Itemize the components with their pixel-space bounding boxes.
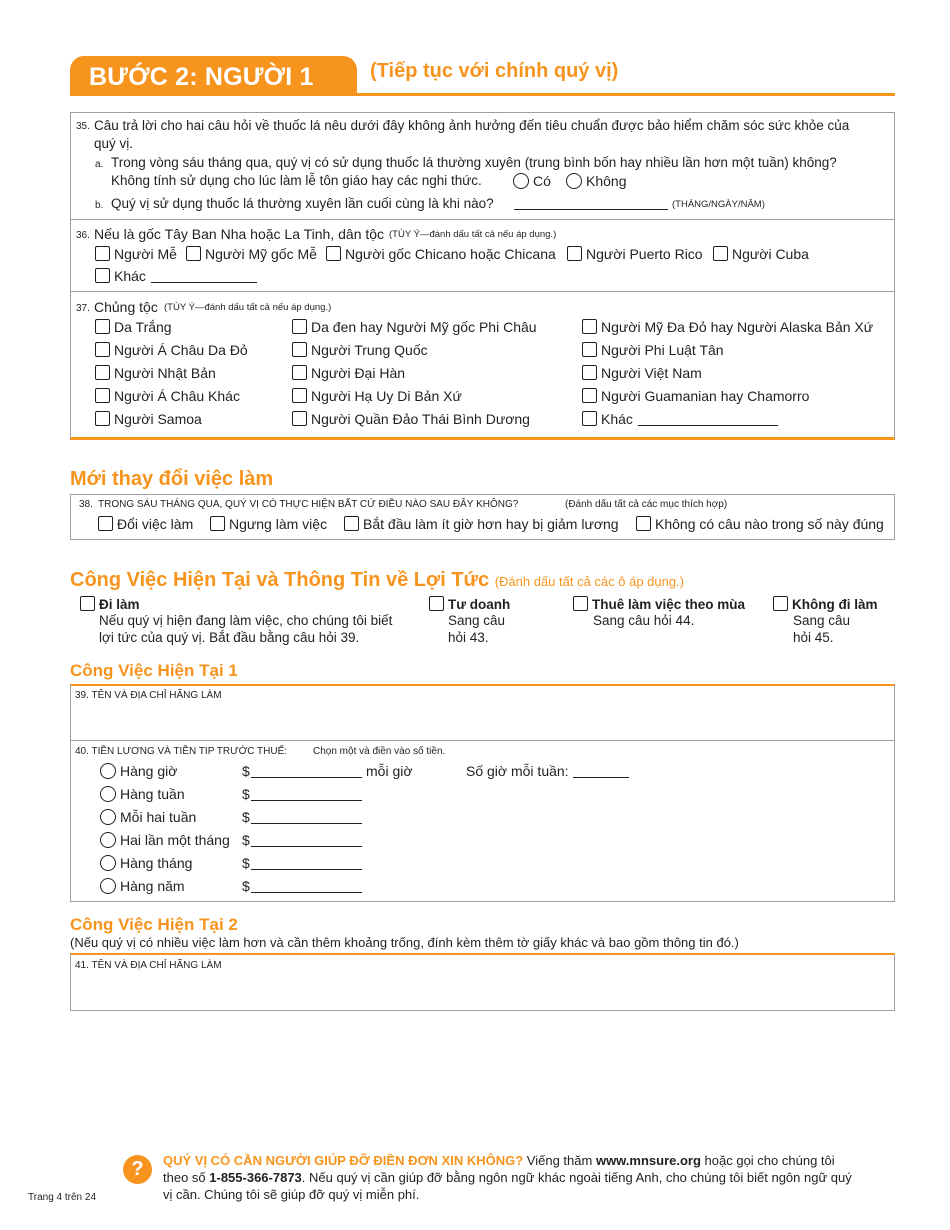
radio[interactable]	[100, 855, 116, 871]
q40-hint: Chọn một và điền vào số tiền.	[313, 746, 446, 757]
job2-title: Công Việc Hiện Tại 2	[70, 915, 238, 934]
checkbox[interactable]	[292, 319, 307, 334]
checkbox[interactable]	[773, 596, 788, 611]
q35b-text: Quý vị sử dụng thuốc lá thường xuyên lần cuối cùng là khi nào?	[111, 196, 494, 211]
checkbox[interactable]	[95, 319, 110, 334]
step-subtitle: (Tiếp tục với chính quý vị)	[370, 60, 619, 82]
radio[interactable]	[100, 786, 116, 802]
q35a-text-line2: Không tính sử dụng cho lúc làm lễ tôn giáo hay các nghi thức.	[111, 173, 482, 188]
checkbox[interactable]	[95, 365, 110, 380]
q36-text: Nếu là gốc Tây Ban Nha hoặc La Tinh, dân tộc	[94, 226, 385, 242]
q36-option-1[interactable]: Người Mỹ gốc Mễ	[186, 246, 317, 262]
q37-other-field[interactable]	[638, 412, 778, 426]
q37-col1-option-2[interactable]: Người Nhật Bản	[95, 365, 216, 381]
amount-field-3[interactable]	[251, 833, 362, 847]
income-hint: (Đánh dấu tất cả các ô áp dụng.)	[494, 574, 685, 589]
q35-text-line1: Câu trả lời cho hai câu hỏi về thuốc lá nêu dưới đây không ảnh hưởng đến tiêu chuẩn được bảo hiểm chăm sóc sức khỏe của	[94, 118, 850, 133]
q37-col3-option-1[interactable]: Người Phi Luật Tân	[582, 342, 724, 358]
employed-desc-line2: lợi tức của quý vị. Bắt đầu bằng câu hỏi 39.	[99, 630, 360, 645]
q38-number: 38.	[79, 499, 93, 510]
dollar-sign: $	[242, 809, 250, 825]
q38-option-0[interactable]: Đổi việc làm	[98, 516, 193, 532]
employed-option[interactable]: Đi làm	[80, 596, 140, 612]
dollar-sign: $	[242, 855, 250, 871]
job1-title: Công Việc Hiện Tại 1	[70, 661, 238, 680]
step-title: BƯỚC 2: NGƯỜI 1	[70, 56, 357, 96]
amount-field-2[interactable]	[251, 810, 362, 824]
freq-option-3[interactable]: Hai lần một tháng	[100, 832, 230, 848]
checkbox[interactable]	[292, 365, 307, 380]
checkbox[interactable]	[567, 246, 582, 261]
q36-option-0[interactable]: Người Mễ	[95, 246, 177, 262]
q35a-text-line1: Trong vòng sáu tháng qua, quý vị có sử dụng thuốc lá thường xuyên (trung bình bốn hay nhiều lần hơn một tuần) không?	[111, 155, 837, 170]
q37-text: Chủng tộc	[94, 299, 158, 315]
freq-option-5[interactable]: Hàng năm	[100, 878, 185, 894]
q37-col3-option-3[interactable]: Người Guamanian hay Chamorro	[582, 388, 809, 404]
dollar-sign: $	[242, 832, 250, 848]
q37-number: 37.	[76, 303, 90, 314]
q35a-option-yes[interactable]: Có	[513, 173, 551, 189]
dollar-sign: $	[242, 878, 250, 894]
phone-number: 1-855-366-7873	[209, 1170, 302, 1185]
q36-option-3[interactable]: Người Puerto Rico	[567, 246, 703, 262]
q41-label: 41. TÊN VÀ ĐỊA CHỈ HÃNG LÀM	[75, 960, 222, 971]
q38-option-1[interactable]: Ngưng làm việc	[210, 516, 327, 532]
q38-text: TRONG SÁU THÁNG QUA, QUÝ VỊ CÓ THỰC HIỆN BẤT CỨ ĐIỀU NÀO SAU ĐÂY KHÔNG?	[98, 499, 519, 510]
checkbox[interactable]	[292, 388, 307, 403]
q37-col1-option-3[interactable]: Người Á Châu Khác	[95, 388, 240, 404]
q35b-date-hint: (THÁNG/NGÀY/NĂM)	[672, 199, 765, 210]
checkbox[interactable]	[80, 596, 95, 611]
q36-option-2[interactable]: Người gốc Chicano hoặc Chicana	[326, 246, 556, 262]
website-link[interactable]: www.mnsure.org	[595, 1153, 701, 1168]
amount-field-1[interactable]	[251, 787, 362, 801]
checkbox[interactable]	[582, 388, 597, 403]
checkbox[interactable]	[326, 246, 341, 261]
q37-col1-option-1[interactable]: Người Á Châu Da Đỏ	[95, 342, 248, 358]
checkbox[interactable]	[636, 516, 651, 531]
per-hour-label: mỗi giờ	[366, 763, 413, 779]
checkbox[interactable]	[95, 246, 110, 261]
checkbox[interactable]	[95, 411, 110, 426]
freq-option-1[interactable]: Hàng tuần	[100, 786, 185, 802]
radio-yes[interactable]	[513, 173, 529, 189]
checkbox[interactable]	[573, 596, 588, 611]
checkbox[interactable]	[95, 268, 110, 283]
checkbox[interactable]	[95, 388, 110, 403]
divider	[71, 291, 894, 292]
q39-label: 39. TÊN VÀ ĐỊA CHỈ HÃNG LÀM	[75, 690, 222, 701]
hours-per-week-label: Số giờ mỗi tuần:	[466, 763, 569, 779]
q36-hint: (TÙY Ý—đánh dấu tất cả nếu áp dụng.)	[389, 229, 557, 240]
q37-col3-option-2[interactable]: Người Việt Nam	[582, 365, 702, 381]
checkbox[interactable]	[582, 365, 597, 380]
radio[interactable]	[100, 763, 116, 779]
q40-label: 40. TIỀN LƯƠNG VÀ TIỀN TIP TRƯỚC THUẾ:	[75, 746, 288, 757]
q38-option-2[interactable]: Bắt đầu làm ít giờ hơn hay bị giảm lương	[344, 516, 619, 532]
q38-hint: (Đánh dấu tất cả các mục thích hợp)	[565, 499, 728, 510]
dollar-sign: $	[242, 786, 250, 802]
checkbox[interactable]	[210, 516, 225, 531]
q37-col2-option-0[interactable]: Da đen hay Người Mỹ gốc Phi Châu	[292, 319, 537, 335]
q35a-option-no[interactable]: Không	[566, 173, 626, 189]
q36-number: 36.	[76, 230, 90, 241]
q35-number: 35.	[76, 121, 90, 132]
q37-col2-option-2[interactable]: Người Đại Hàn	[292, 365, 405, 381]
amount-field-0[interactable]	[251, 764, 362, 778]
radio[interactable]	[100, 878, 116, 894]
q35b-date-field[interactable]	[514, 196, 668, 210]
seasonal-option[interactable]: Thuê làm việc theo mùa	[573, 596, 745, 612]
unemployed-desc-line2: hỏi 45.	[793, 630, 834, 645]
q37-hint: (TÙY Ý—đánh dấu tất cả nếu áp dụng.)	[164, 302, 332, 313]
freq-option-0[interactable]: Hàng giờ	[100, 763, 177, 779]
amount-field-4[interactable]	[251, 856, 362, 870]
page-number: Trang 4 trên 24	[28, 1192, 97, 1203]
q35-text-line2: quý vị.	[94, 136, 134, 151]
divider	[71, 219, 894, 220]
income-title: Công Việc Hiện Tại và Thông Tin về Lợi Tức (Đánh dấu tất cả các ô áp dụng.)	[70, 569, 685, 591]
q38-option-3[interactable]: Không có câu nào trong số này đúng	[636, 516, 884, 532]
q37-col1-option-4[interactable]: Người Samoa	[95, 411, 202, 427]
freq-option-2[interactable]: Mỗi hai tuần	[100, 809, 196, 825]
checkbox[interactable]	[582, 319, 597, 334]
amount-field-5[interactable]	[251, 879, 362, 893]
q35b-label: b.	[95, 200, 104, 211]
job2-note: (Nếu quý vị có nhiều việc làm hơn và cần thêm khoảng trống, đính kèm thêm tờ giấy khác và bao gồm thông tin đó.)	[70, 935, 739, 950]
self-employed-desc-line1: Sang câu	[448, 613, 506, 628]
self-employed-option[interactable]: Tư doanh	[429, 596, 510, 612]
q37-col3-option-4[interactable]: Khác	[582, 411, 633, 427]
seasonal-desc: Sang câu hỏi 44.	[593, 613, 695, 628]
q37-col2-option-1[interactable]: Người Trung Quốc	[292, 342, 428, 358]
radio-no[interactable]	[566, 173, 582, 189]
q37-col2-option-3[interactable]: Người Hạ Uy Di Bản Xứ	[292, 388, 462, 404]
freq-option-4[interactable]: Hàng tháng	[100, 855, 192, 871]
checkbox[interactable]	[429, 596, 444, 611]
employed-desc-line1: Nếu quý vị hiện đang làm việc, cho chúng tôi biết	[99, 613, 393, 628]
unemployed-option[interactable]: Không đi làm	[773, 596, 878, 612]
help-icon: ?	[123, 1155, 152, 1184]
unemployed-desc-line1: Sang câu	[793, 613, 851, 628]
checkbox[interactable]	[98, 516, 113, 531]
checkbox[interactable]	[95, 342, 110, 357]
job-change-title: Mới thay đổi việc làm	[70, 468, 274, 490]
checkbox[interactable]	[582, 342, 597, 357]
checkbox[interactable]	[186, 246, 201, 261]
q41-employer-field[interactable]	[72, 974, 892, 1008]
q36-option-4[interactable]: Người Cuba	[713, 246, 809, 262]
self-employed-desc-line2: hỏi 43.	[448, 630, 489, 645]
hours-per-week-field[interactable]	[573, 764, 629, 778]
header-rule	[70, 93, 895, 96]
q37-col1-option-0[interactable]: Da Trắng	[95, 319, 172, 335]
radio[interactable]	[100, 809, 116, 825]
q36-option-other[interactable]: Khác	[95, 268, 146, 284]
q39-employer-field[interactable]	[72, 704, 892, 738]
radio[interactable]	[100, 832, 116, 848]
checkbox[interactable]	[582, 411, 597, 426]
q37-col3-option-0[interactable]: Người Mỹ Đa Đỏ hay Người Alaska Bản Xứ	[582, 319, 873, 335]
divider	[71, 740, 894, 741]
q37-col2-option-4[interactable]: Người Quần Đảo Thái Bình Dương	[292, 411, 530, 427]
checkbox[interactable]	[292, 342, 307, 357]
q36-other-field[interactable]	[151, 269, 257, 283]
checkbox[interactable]	[713, 246, 728, 261]
checkbox[interactable]	[292, 411, 307, 426]
q35a-label: a.	[95, 159, 104, 170]
checkbox[interactable]	[344, 516, 359, 531]
dollar-sign: $	[242, 763, 250, 779]
help-text: QUÝ VỊ CÓ CẦN NGƯỜI GIÚP ĐỠ ĐIỀN ĐƠN XIN KHÔNG? Viếng thăm www.mnsure.org hoặc gọi cho chúng tôi theo số 1-855-366-7873. Nếu quý vị cần giúp đỡ bằng ngôn ngữ khác ngoài tiếng Anh, cho chúng tôi biết ngôn ngữ quý vị cần. Chúng tôi sẽ giúp đỡ quý vị miễn phí.	[163, 1153, 852, 1202]
